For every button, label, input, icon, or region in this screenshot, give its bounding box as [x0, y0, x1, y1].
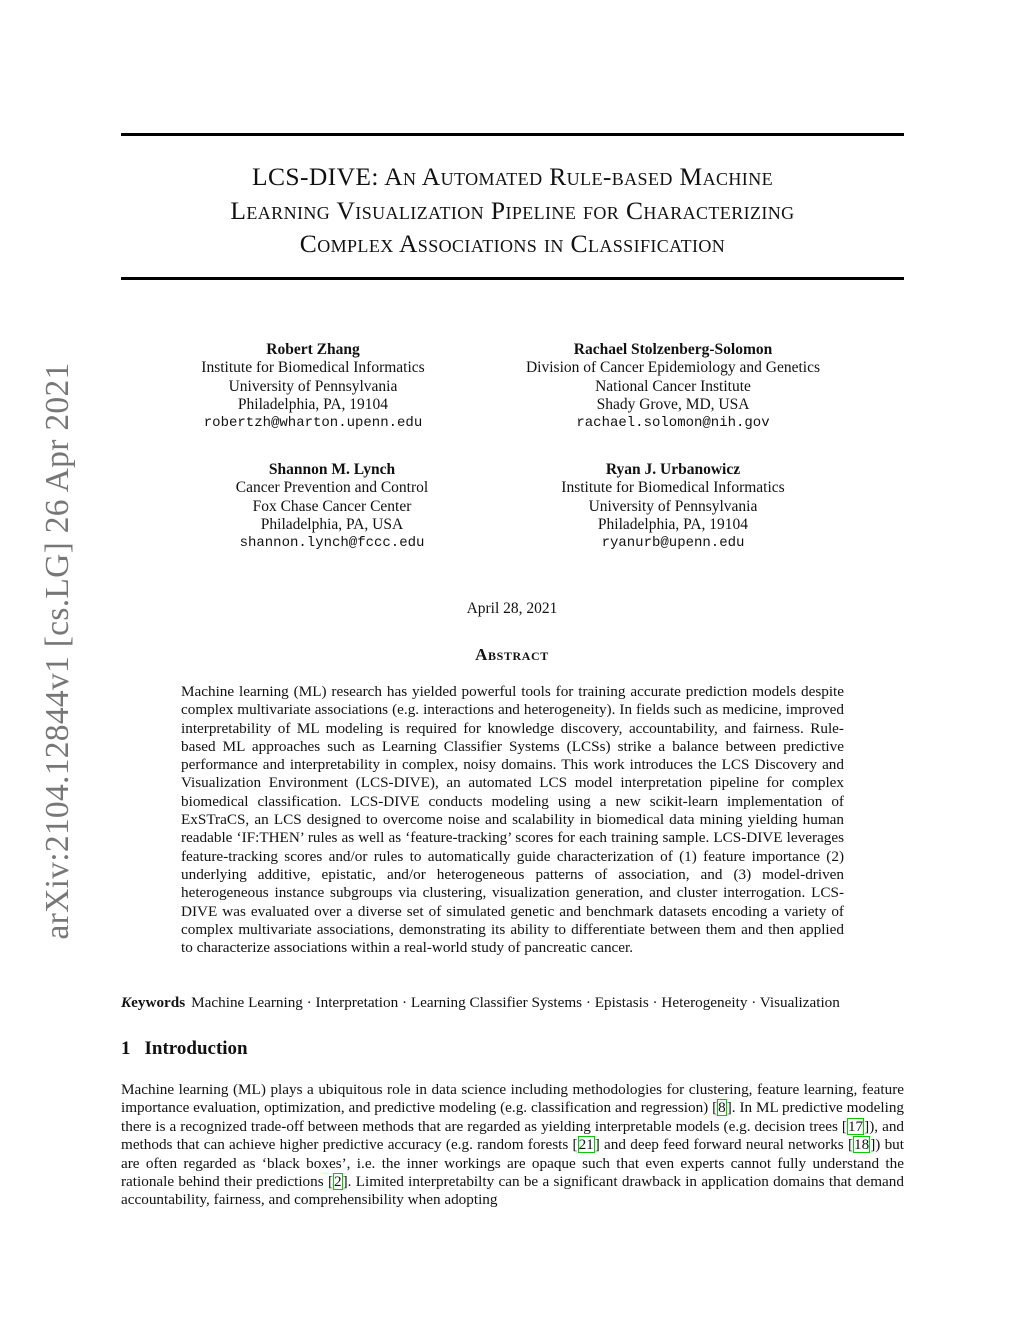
author-email[interactable]: shannon.lynch@fccc.edu: [239, 535, 425, 552]
citation-link-8[interactable]: 8: [718, 1099, 726, 1117]
author-email[interactable]: robertzh@wharton.upenn.edu: [203, 415, 423, 432]
author-block-urbanowicz: [513, 461, 833, 552]
author-affiliation: Division of Cancer Epidemiology and Genetics: [525, 359, 820, 377]
citation-link-21[interactable]: 21: [578, 1136, 594, 1154]
author-affiliation: University of Pennsylvania: [588, 497, 758, 515]
author-affiliation: Institute for Biomedical Informatics: [201, 359, 425, 377]
author-name: Robert Zhang: [266, 341, 360, 358]
section-heading-introduction: [121, 1038, 248, 1060]
introduction-paragraph: [121, 1081, 904, 1210]
author-location: Philadelphia, PA, USA: [260, 515, 404, 533]
keywords-label-rest: eywords: [131, 994, 186, 1011]
keywords-label: [121, 994, 185, 1011]
intro-text-segment: ]), and methods that can achieve higher predictive accuracy (e.g. random forests [: [121, 1117, 905, 1154]
author-email[interactable]: ryanurb@upenn.edu: [601, 535, 745, 552]
publication-date: April 28, 2021: [466, 600, 558, 617]
abstract-text: Machine learning (ML) research has yielded powerful tools for training accurate prediction models despite complex multivariate associations (e.g. interactions and heterogeneity). In fields such as medicine, improved interpretability of ML modeling is required for knowledge discovery, accountability, and fairness. Rule-based ML approaches such as Learning Classifier Systems (LCSs) strike a balance between predictive performance and interpretability in complex, noisy domains. This work introduces the LCS Discovery and Visualization Environment (LCS-DIVE), an automated LCS model interpretation pipeline for complex biomedical classification. LCS-DIVE conducts modeling using a new scikit-learn implementation of ExSTraCS, an LCS designed to overcome noise and scalability in biomedical data mining yielding human readable ‘IF:THEN’ rules as well as ‘feature-tracking’ scores for each training sample. LCS-DIVE leverages feature-tracking scores and/or rules to automatically guide characterization of (1) feature importance (2) underlying additive, epistatic, and/or heterogeneous patterns of association, and (3) model-driven heterogeneous instance subgroups via clustering, visualization generation, and cluster interrogation. LCS-DIVE was evaluated over a diverse set of simulated genetic and benchmark datasets encoding a variety of complex multivariate associations, demonstrating its ability to differentiate between them and then applied to characterize associations within a real-world study of pancreatic cancer.: [181, 683, 844, 957]
author-location: Philadelphia, PA, 19104: [237, 395, 389, 413]
author-location: Philadelphia, PA, 19104: [597, 515, 749, 533]
author-affiliation: Cancer Prevention and Control: [235, 479, 429, 497]
section-title: Introduction: [144, 1038, 248, 1059]
keywords-list: Machine Learning · Interpretation · Learning Classifier Systems · Epistasis · Heterogeneity · Visualization: [191, 994, 840, 1011]
intro-text-segment: ]. Limited interpretabilty can be a significant drawback in application domains that demand accountability, fairness, and comprehensibility when adopting: [121, 1173, 904, 1209]
author-affiliation: Fox Chase Cancer Center: [252, 497, 412, 515]
author-affiliation: University of Pennsylvania: [228, 377, 398, 395]
author-block-zhang: [173, 341, 453, 432]
author-affiliation: National Cancer Institute: [595, 377, 751, 395]
citation-link-18[interactable]: 18: [854, 1136, 870, 1154]
paper-title: [121, 160, 904, 261]
abstract-heading: Abstract: [475, 645, 549, 664]
title-bottom-rule: [121, 277, 904, 280]
title-top-rule: [121, 133, 904, 136]
section-number: 1: [121, 1038, 131, 1059]
author-location: Shady Grove, MD, USA: [596, 395, 750, 413]
keywords-label-initial: K: [121, 994, 132, 1011]
intro-text-segment: Machine learning (ML) plays a ubiquitous role in data science including methodologies for clustering, feature learning, feature importance evaluation, optimization, and predictive modeling (e.g. classification and regression) [: [121, 1081, 904, 1117]
intro-text-segment: ] and deep feed forward neural networks [: [594, 1136, 854, 1154]
author-affiliation: Institute for Biomedical Informatics: [561, 479, 785, 497]
title-line-2: Learning Visualization Pipeline for Characterizing: [230, 195, 795, 225]
title-line-1: LCS-DIVE: An Automated Rule-based Machine: [252, 162, 773, 191]
title-line-3: Complex Associations in Classification: [299, 229, 726, 258]
citation-link-2[interactable]: 2: [334, 1173, 342, 1191]
keywords-line: [121, 994, 911, 1012]
author-block-lynch: [192, 461, 472, 552]
author-block-stolzenberg-solomon: [493, 341, 853, 432]
author-email[interactable]: rachael.solomon@nih.gov: [576, 415, 770, 432]
author-name: Ryan J. Urbanowicz: [605, 461, 741, 478]
intro-text-segment: ]) but are often regarded as ‘black boxes’, i.e. the inner workings are opaque such that even experts cannot fully understand the rationale behind their predictions [: [121, 1136, 904, 1191]
intro-text-segment: ]. In ML predictive modeling there is a recognized trade-off between methods that are regarded as yielding interpretable models (e.g. decision trees [: [121, 1099, 905, 1135]
citation-link-17[interactable]: 17: [847, 1117, 864, 1135]
author-name: Shannon M. Lynch: [268, 461, 396, 478]
author-name: Rachael Stolzenberg-Solomon: [573, 341, 773, 358]
arxiv-identifier-stamp[interactable]: arXiv:2104.12844v1 [cs.LG] 26 Apr 2021: [39, 362, 76, 940]
